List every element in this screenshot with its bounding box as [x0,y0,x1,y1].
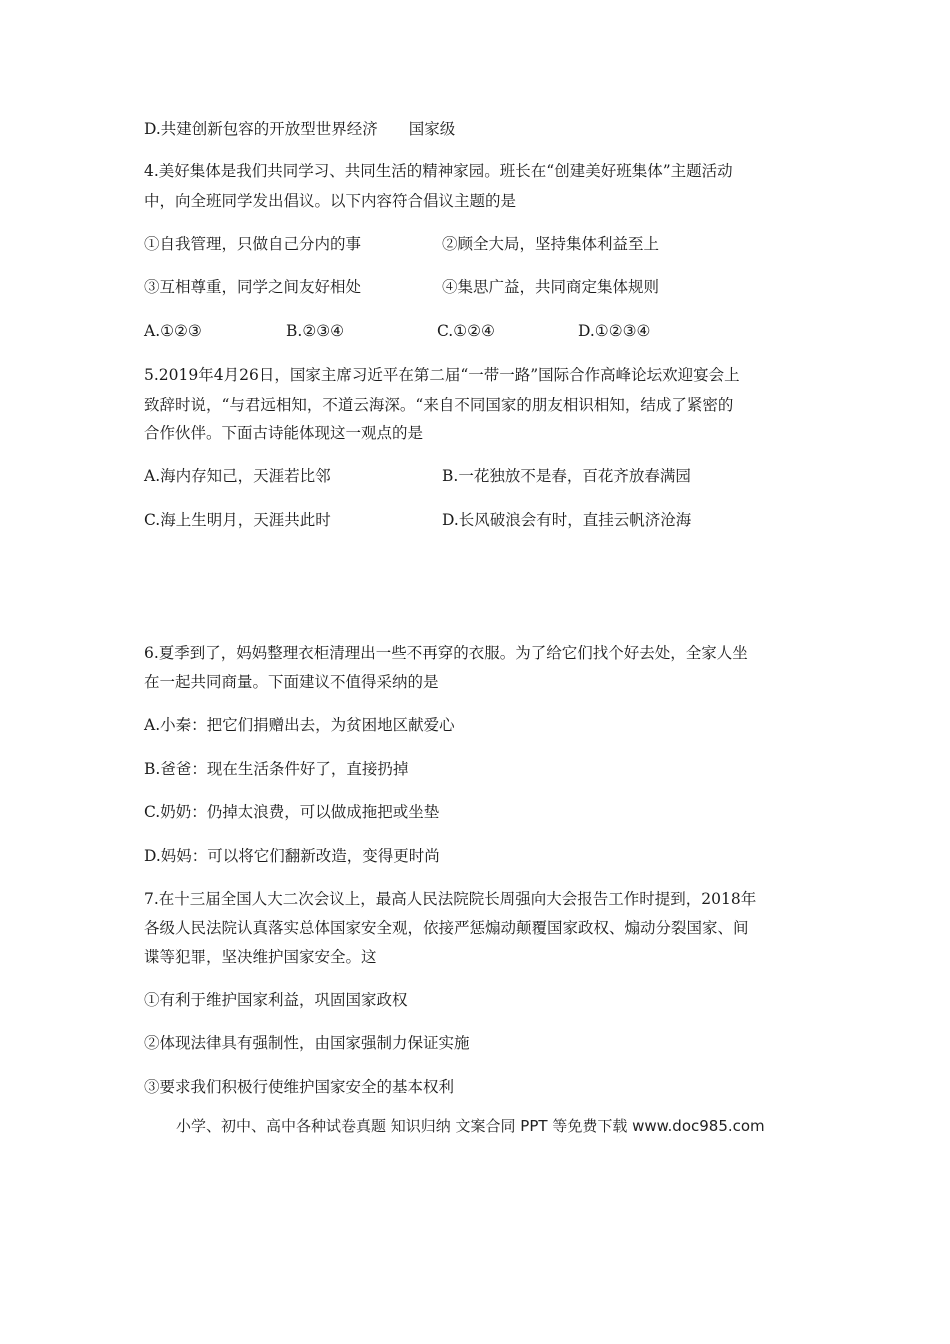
q6-option-b: B.爸爸：现在生活条件好了，直接扔掉 [144,760,409,778]
q5-stem-line3: 合作伙伴。下面古诗能体现这一观点的是 [144,424,424,442]
q4-stem-line2: 中，向全班同学发出倡议。以下内容符合倡议主题的是 [144,192,517,210]
q6-stem-line2: 在一起共同商量。下面建议不值得采纳的是 [144,673,439,691]
q6-option-d: D.妈妈：可以将它们翻新改造，变得更时尚 [144,847,440,865]
q4-item-4: ④集思广益，共同商定集体规则 [442,278,660,296]
q6-option-a: A.小秦：把它们捐赠出去，为贫困地区献爱心 [144,716,455,734]
q5-option-b: B.一花独放不是春，百花齐放春满园 [442,467,691,485]
q7-stem-line2: 各级人民法院认真落实总体国家安全观，依接严惩煽动颠覆国家政权、煽动分裂国家、间 [144,919,749,937]
q5-stem-line2: 致辞时说，“与君远相知，不道云海深。“来自不同国家的朋友相识相知，结成了紧密的 [144,396,734,414]
q7-item-2: ②体现法律具有强制性，由国家强制力保证实施 [144,1034,470,1052]
q4-option-d: D.①②③④ [578,322,651,340]
q7-item-3: ③要求我们积极行使维护国家安全的基本权利 [144,1078,455,1096]
q4-item-2: ②顾全大局，坚持集体利益至上 [442,235,660,253]
q7-stem-line3: 谍等犯罪，坚决维护国家安全。这 [144,948,377,966]
q6-stem-line1: 6.夏季到了，妈妈整理衣柜清理出一些不再穿的衣服。为了给它们找个好去处，全家人坐 [144,644,748,662]
q4-option-b: B.②③④ [286,322,345,340]
q4-option-c: C.①②④ [437,322,495,340]
q5-option-c: C.海上生明月，天涯共此时 [144,511,331,529]
q3-option-d: D.共建创新包容的开放型世界经济 国家级 [144,120,456,138]
page-footer: 小学、初中、高中各种试卷真题 知识归纳 文案合同 PPT 等免费下载 www.doc985.com [176,1117,765,1135]
q4-item-1: ①自我管理，只做自己分内的事 [144,235,362,253]
q5-option-a: A.海内存知己，天涯若比邻 [144,467,331,485]
q7-item-1: ①有利于维护国家利益，巩固国家政权 [144,991,408,1009]
q4-stem-line1: 4.美好集体是我们共同学习、共同生活的精神家园。班长在“创建美好班集体”主题活动 [144,162,733,180]
q4-option-a: A.①②③ [144,322,202,340]
q5-option-d: D.长风破浪会有时，直挂云帆济沧海 [442,511,692,529]
q5-stem-line1: 5.2019年4月26日，国家主席习近平在第二届“一带一路”国际合作高峰论坛欢迎宴会上 [144,366,740,384]
q6-option-c: C.奶奶：仍掉太浪费，可以做成拖把或坐垫 [144,803,440,821]
q7-stem-line1: 7.在十三届全国人大二次会议上，最高人民法院院长周强向大会报告工作时提到，2018年 [144,890,757,908]
q4-item-3: ③互相尊重，同学之间友好相处 [144,278,362,296]
